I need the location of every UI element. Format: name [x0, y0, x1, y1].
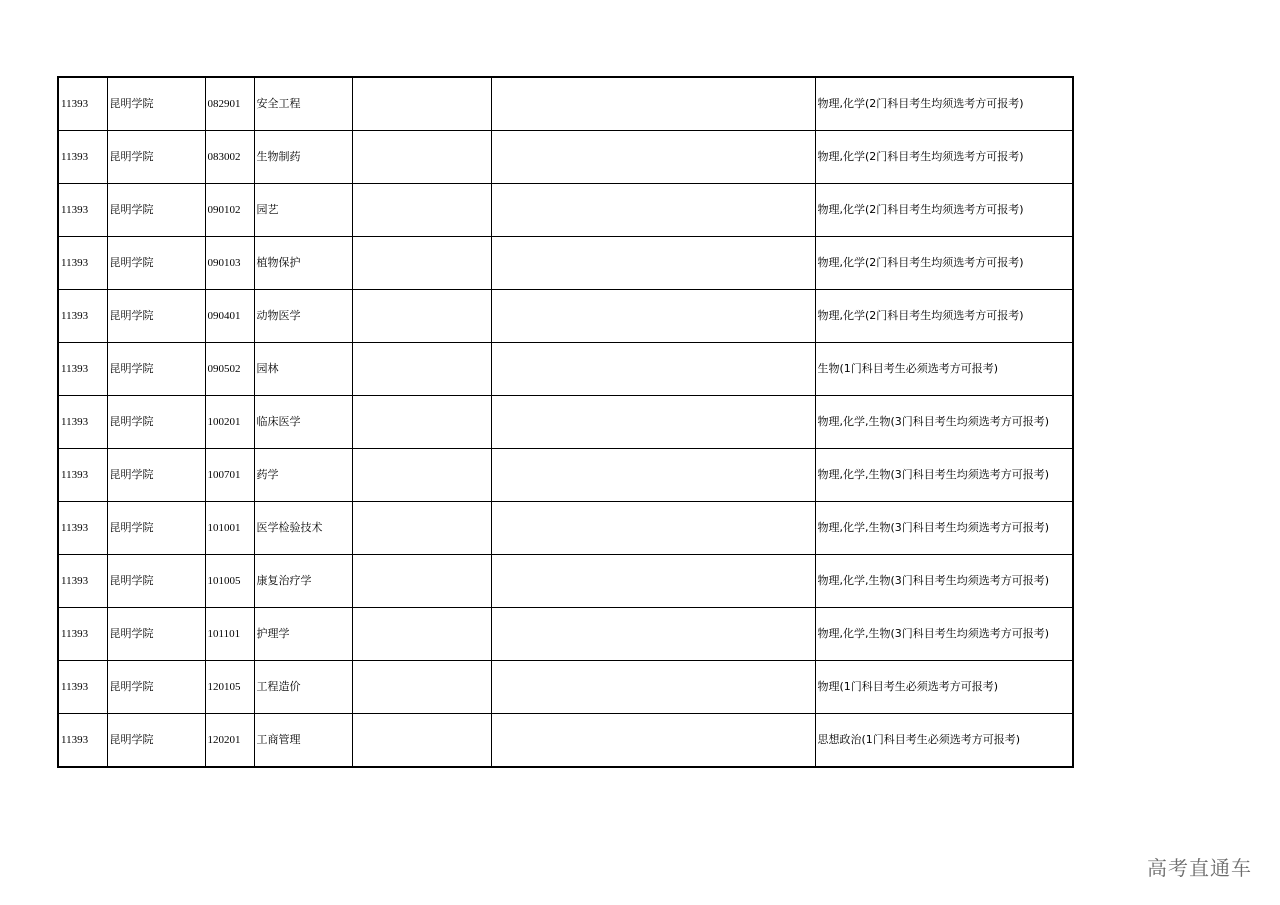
major-name-cell: 工商管理	[254, 714, 352, 768]
school-name-cell: 昆明学院	[107, 77, 205, 131]
empty-cell	[491, 343, 815, 396]
table-body	[58, 77, 1073, 767]
watermark-text: 高考直通车	[1147, 856, 1252, 880]
empty-cell	[352, 502, 491, 555]
table-row	[58, 237, 1073, 290]
table-row	[58, 449, 1073, 502]
major-name-cell: 康复治疗学	[254, 555, 352, 608]
empty-cell	[352, 77, 491, 131]
empty-cell	[491, 396, 815, 449]
empty-cell	[352, 237, 491, 290]
subject-requirement-cell: 物理,化学(2门科目考生均须选考方可报考)	[815, 184, 1073, 237]
major-name-cell: 医学检验技术	[254, 502, 352, 555]
school-code-cell: 11393	[58, 77, 107, 131]
empty-cell	[491, 290, 815, 343]
empty-cell	[352, 290, 491, 343]
table-row	[58, 661, 1073, 714]
school-code-cell: 11393	[58, 661, 107, 714]
empty-cell	[352, 608, 491, 661]
subject-requirement-cell: 生物(1门科目考生必须选考方可报考)	[815, 343, 1073, 396]
school-code-cell: 11393	[58, 555, 107, 608]
table-row	[58, 290, 1073, 343]
school-name-cell: 昆明学院	[107, 131, 205, 184]
school-name-cell: 昆明学院	[107, 449, 205, 502]
subject-requirement-cell: 物理,化学(2门科目考生均须选考方可报考)	[815, 290, 1073, 343]
empty-cell	[491, 237, 815, 290]
table-row	[58, 396, 1073, 449]
school-code-cell: 11393	[58, 502, 107, 555]
table-row	[58, 555, 1073, 608]
empty-cell	[352, 555, 491, 608]
subject-requirement-cell: 物理(1门科目考生必须选考方可报考)	[815, 661, 1073, 714]
empty-cell	[491, 184, 815, 237]
empty-cell	[352, 343, 491, 396]
major-code-cell: 120105	[205, 661, 254, 714]
school-code-cell: 11393	[58, 343, 107, 396]
subject-requirement-cell: 物理,化学(2门科目考生均须选考方可报考)	[815, 131, 1073, 184]
school-name-cell: 昆明学院	[107, 184, 205, 237]
major-code-cell: 082901	[205, 77, 254, 131]
major-code-cell: 090103	[205, 237, 254, 290]
subject-requirement-cell: 物理,化学,生物(3门科目考生均须选考方可报考)	[815, 608, 1073, 661]
major-name-cell: 园林	[254, 343, 352, 396]
subject-requirement-cell: 物理,化学(2门科目考生均须选考方可报考)	[815, 77, 1073, 131]
school-code-cell: 11393	[58, 131, 107, 184]
school-code-cell: 11393	[58, 608, 107, 661]
empty-cell	[491, 661, 815, 714]
table-row	[58, 608, 1073, 661]
empty-cell	[352, 396, 491, 449]
major-name-cell: 植物保护	[254, 237, 352, 290]
major-code-cell: 090102	[205, 184, 254, 237]
school-code-cell: 11393	[58, 184, 107, 237]
empty-cell	[352, 131, 491, 184]
school-name-cell: 昆明学院	[107, 290, 205, 343]
major-name-cell: 安全工程	[254, 77, 352, 131]
table-row	[58, 131, 1073, 184]
school-name-cell: 昆明学院	[107, 237, 205, 290]
school-name-cell: 昆明学院	[107, 343, 205, 396]
major-name-cell: 工程造价	[254, 661, 352, 714]
table-row	[58, 184, 1073, 237]
school-code-cell: 11393	[58, 714, 107, 768]
empty-cell	[352, 714, 491, 768]
subject-requirement-cell: 物理,化学,生物(3门科目考生均须选考方可报考)	[815, 555, 1073, 608]
major-name-cell: 动物医学	[254, 290, 352, 343]
empty-cell	[352, 449, 491, 502]
subject-requirement-cell: 物理,化学,生物(3门科目考生均须选考方可报考)	[815, 502, 1073, 555]
empty-cell	[352, 184, 491, 237]
major-code-cell: 101101	[205, 608, 254, 661]
school-code-cell: 11393	[58, 237, 107, 290]
empty-cell	[491, 502, 815, 555]
admission-requirements-table	[57, 76, 1074, 768]
school-name-cell: 昆明学院	[107, 661, 205, 714]
major-code-cell: 120201	[205, 714, 254, 768]
major-name-cell: 园艺	[254, 184, 352, 237]
school-code-cell: 11393	[58, 396, 107, 449]
subject-requirement-cell: 物理,化学,生物(3门科目考生均须选考方可报考)	[815, 449, 1073, 502]
subject-requirement-cell: 物理,化学,生物(3门科目考生均须选考方可报考)	[815, 396, 1073, 449]
empty-cell	[352, 661, 491, 714]
school-name-cell: 昆明学院	[107, 555, 205, 608]
subject-requirement-cell: 思想政治(1门科目考生必须选考方可报考)	[815, 714, 1073, 768]
major-name-cell: 临床医学	[254, 396, 352, 449]
major-code-cell: 090401	[205, 290, 254, 343]
major-name-cell: 药学	[254, 449, 352, 502]
major-code-cell: 101001	[205, 502, 254, 555]
major-code-cell: 101005	[205, 555, 254, 608]
school-code-cell: 11393	[58, 290, 107, 343]
table-row	[58, 77, 1073, 131]
empty-cell	[491, 449, 815, 502]
school-name-cell: 昆明学院	[107, 396, 205, 449]
empty-cell	[491, 608, 815, 661]
major-code-cell: 100701	[205, 449, 254, 502]
table-row	[58, 502, 1073, 555]
subject-requirement-cell: 物理,化学(2门科目考生均须选考方可报考)	[815, 237, 1073, 290]
empty-cell	[491, 714, 815, 768]
empty-cell	[491, 555, 815, 608]
major-code-cell: 090502	[205, 343, 254, 396]
major-code-cell: 100201	[205, 396, 254, 449]
school-name-cell: 昆明学院	[107, 714, 205, 768]
empty-cell	[491, 77, 815, 131]
major-code-cell: 083002	[205, 131, 254, 184]
empty-cell	[491, 131, 815, 184]
school-name-cell: 昆明学院	[107, 608, 205, 661]
major-name-cell: 护理学	[254, 608, 352, 661]
table-row	[58, 343, 1073, 396]
table-row	[58, 714, 1073, 768]
school-code-cell: 11393	[58, 449, 107, 502]
school-name-cell: 昆明学院	[107, 502, 205, 555]
major-name-cell: 生物制药	[254, 131, 352, 184]
